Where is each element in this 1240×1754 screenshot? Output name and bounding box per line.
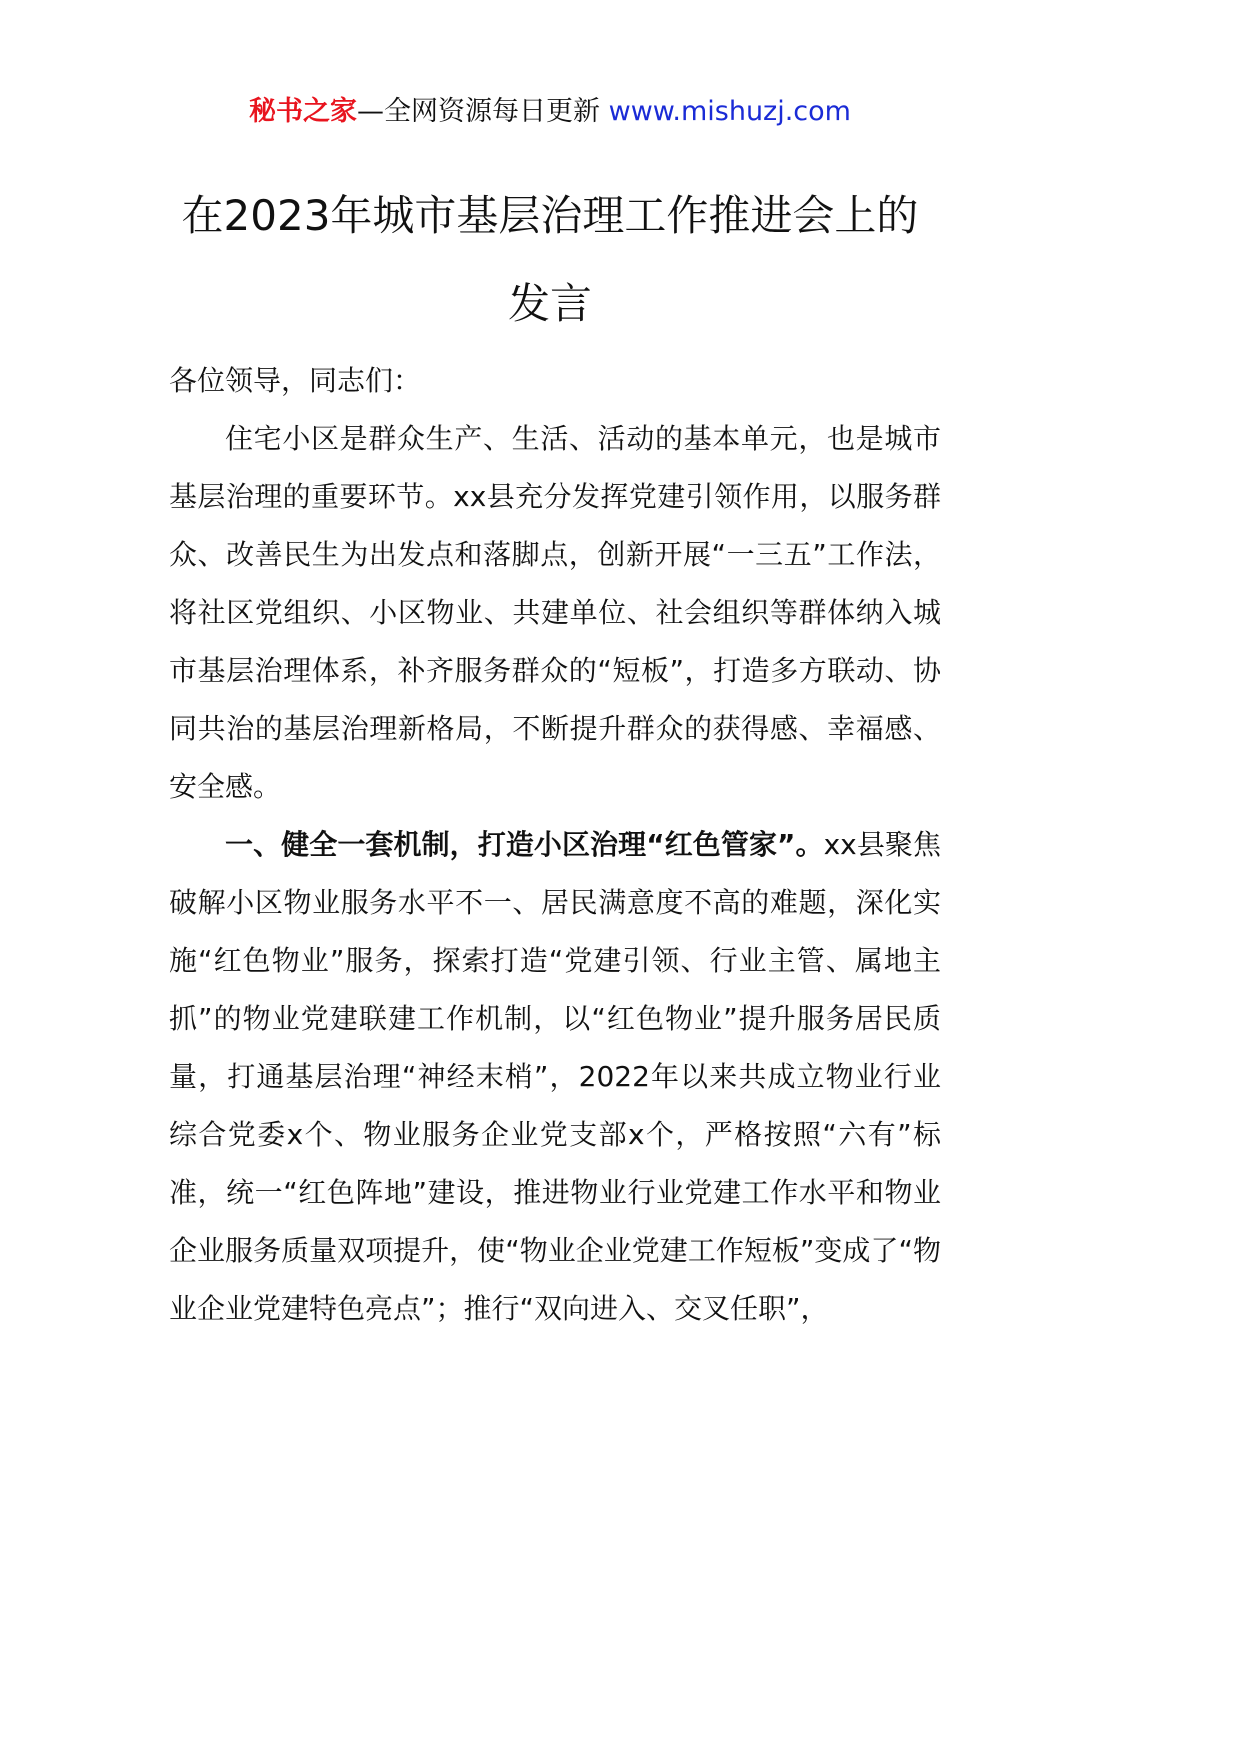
- document-title: [0, 172, 1100, 348]
- document-body: [169, 352, 941, 1338]
- brand-name: 秘书之家: [249, 96, 358, 127]
- intro-paragraph: 住宅小区是群众生产、生活、活动的基本单元，也是城市基层治理的重要环节。xx县充分发挥党建引领作用，以服务群众、改善民生为出发点和落脚点，创新开展“一三五”工作法，将社区党组织、小区物业、共建单位、社会组织等群体纳入城市基层治理体系，补齐服务群众的“短板”，打造多方联动、协同共治的基层治理新格局，不断提升群众的获得感、幸福感、安全感。: [169, 422, 941, 803]
- title-line-1: 在2023年城市基层治理工作推进会上的: [181, 191, 919, 240]
- site-header: [0, 92, 1100, 132]
- section-1-heading: 一、健全一套机制，打造小区治理“红色管家”。: [225, 828, 824, 861]
- section-1-body: xx县聚焦破解小区物业服务水平不一、居民满意度不高的难题，深化实施“红色物业”服务，探索打造“党建引领、行业主管、属地主抓”的物业党建联建工作机制，以“红色物业”提升服务居民质量，打通基层治理“神经末梢”，2022年以来共成立物业行业综合党委x个、物业服务企业党支部x个，严格按照“六有”标准，统一“红色阵地”建设，推进物业行业党建工作水平和物业企业服务质量双项提升，使“物业企业党建工作短板”变成了“物业企业党建特色亮点”；推行“双向进入、交叉任职”，: [169, 828, 941, 1325]
- section-1-paragraph: [169, 816, 941, 1338]
- header-tagline: —全网资源每日更新: [357, 96, 601, 127]
- title-line-2: 发言: [507, 279, 592, 328]
- site-link[interactable]: www.mishuzj.com: [608, 96, 851, 127]
- salutation: 各位领导，同志们：: [169, 364, 422, 397]
